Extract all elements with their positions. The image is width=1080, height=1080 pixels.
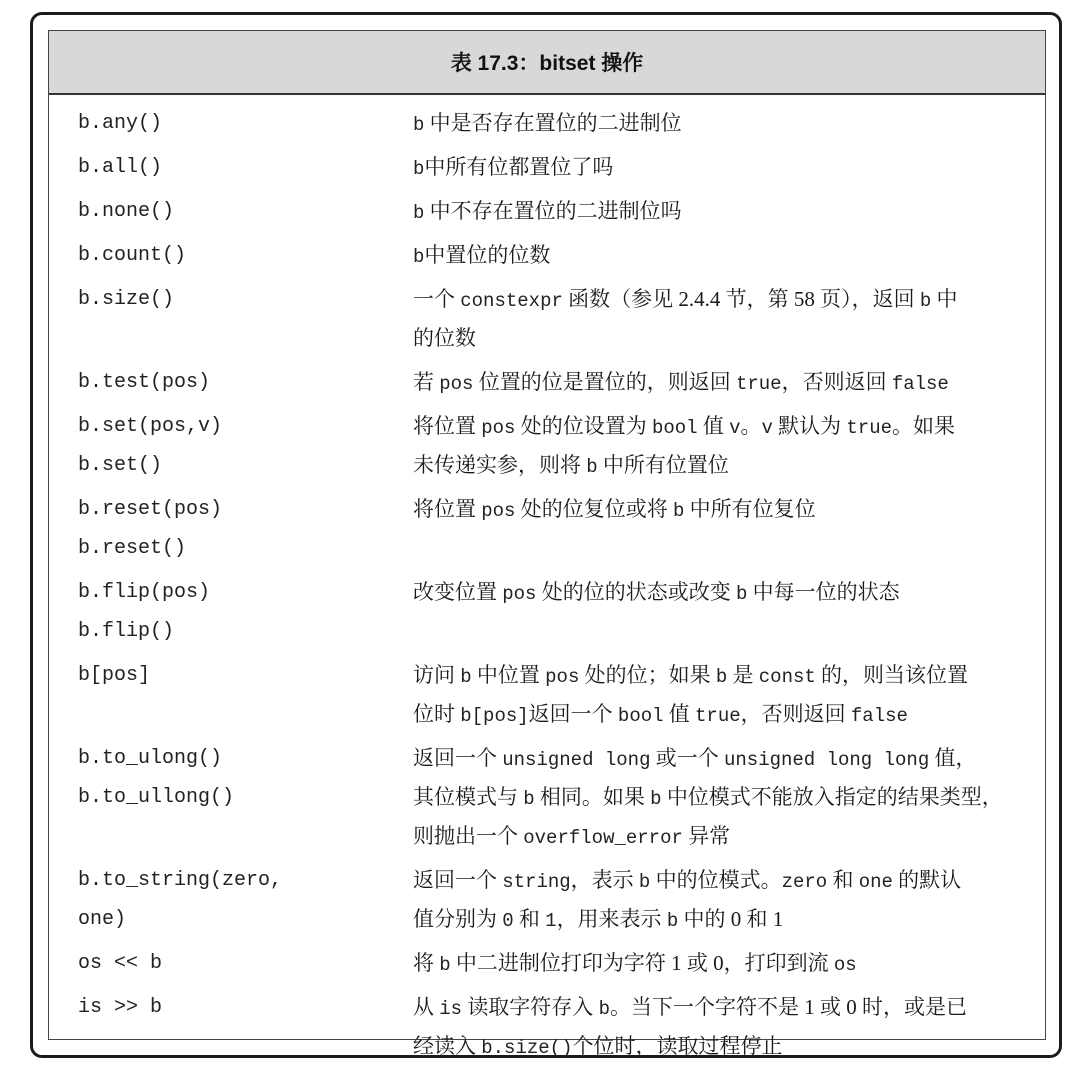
description-text: 中是否存在置位的二进制位 <box>424 111 682 135</box>
code-text: os <box>833 954 857 976</box>
description-text: 的默认 <box>892 868 962 892</box>
description-text: 中位置 <box>471 663 546 687</box>
description-cell <box>413 280 1045 358</box>
code-text: false <box>850 705 908 727</box>
description-text: 则抛出一个 <box>413 824 524 848</box>
description-line <box>413 988 1037 1027</box>
description-text: 默认为 <box>772 414 847 438</box>
operation-code: b.test(pos) <box>78 371 211 394</box>
description-cell <box>413 861 1045 939</box>
operation-cell <box>49 944 413 983</box>
code-text: b <box>460 666 472 688</box>
operation-cell <box>49 363 413 402</box>
description-text: 中的 0 和 1 <box>678 907 784 931</box>
description-text: 的，则当该位置 <box>815 663 969 687</box>
operation-cell <box>49 236 413 275</box>
description-line <box>413 148 1037 187</box>
operation-cell <box>49 280 413 358</box>
operation-code: b.flip() <box>78 620 175 643</box>
description-text: 中的位模式。 <box>650 868 782 892</box>
code-text: zero <box>781 871 828 893</box>
description-cell <box>413 192 1045 231</box>
code-text: b <box>439 954 451 976</box>
description-text: 处的位设置为 <box>515 414 652 438</box>
description-cell <box>413 988 1045 1066</box>
operation-cell <box>49 861 413 939</box>
description-text: ，用来表示 <box>556 907 667 931</box>
description-text: 值， <box>929 746 977 770</box>
operation-cell <box>49 490 413 568</box>
description-line <box>413 900 1037 939</box>
operation-code: is >> b <box>78 996 163 1019</box>
description-text: 处的位复位或将 <box>515 497 673 521</box>
table-row <box>49 277 1045 360</box>
description-text: 处的位；如果 <box>579 663 716 687</box>
operation-code: b.to_ullong() <box>78 786 235 809</box>
description-text: 将位置 <box>413 497 482 521</box>
description-line <box>413 656 1037 695</box>
code-text: b <box>666 910 679 932</box>
description-line <box>413 319 1037 358</box>
description-text: 是 <box>727 663 759 687</box>
table-row <box>49 941 1045 985</box>
description-line <box>413 778 1037 817</box>
description-text: 未传递实参，则将 <box>413 453 587 477</box>
operation-code: b.count() <box>78 244 187 267</box>
description-text: ，表示 <box>570 868 639 892</box>
description-text: 中所有位都置位了吗 <box>424 155 614 179</box>
description-line <box>413 1027 1037 1066</box>
description-text: 和 <box>827 868 859 892</box>
description-text: 处的位的状态或改变 <box>536 580 736 604</box>
description-text: 中二进制位打印为字符 1 或 0，打印到流 <box>450 951 834 975</box>
description-line <box>413 861 1037 900</box>
code-text: b <box>638 871 651 893</box>
operation-cell <box>49 573 413 651</box>
description-cell <box>413 407 1045 485</box>
description-text: 读取字符存入 <box>462 995 599 1019</box>
table-row <box>49 985 1045 1068</box>
operation-cell <box>49 148 413 187</box>
description-text: 位置的位是置位的，则返回 <box>473 370 736 394</box>
code-text: b <box>413 202 425 224</box>
code-text: one <box>858 871 893 893</box>
table-row <box>49 233 1045 277</box>
description-text: 访问 <box>413 663 461 687</box>
operation-code: b.reset() <box>78 537 187 560</box>
code-text: b <box>413 158 425 180</box>
code-text: b <box>413 246 425 268</box>
description-text: 经读入 <box>413 1034 482 1058</box>
code-text: pos <box>481 500 516 522</box>
description-line <box>413 490 1037 529</box>
description-text: 值 <box>663 702 696 726</box>
description-text: 中不存在置位的二进制位吗 <box>424 199 682 223</box>
description-text: 将 <box>413 951 440 975</box>
description-line <box>413 407 1037 446</box>
code-text: b <box>598 998 610 1020</box>
code-text: pos <box>481 417 516 439</box>
code-text: bool <box>617 705 664 727</box>
description-line <box>413 573 1037 612</box>
description-text: 中所有位置位 <box>597 453 729 477</box>
code-text: b <box>650 788 662 810</box>
description-line <box>413 695 1037 734</box>
code-text: b <box>735 583 748 605</box>
description-text: 函数（参见 2.4.4 节，第 58 页），返回 <box>562 287 920 311</box>
code-text: b <box>523 788 535 810</box>
code-text: pos <box>439 373 474 395</box>
description-line <box>413 280 1037 319</box>
operation-cell <box>49 407 413 485</box>
operation-code: b.set() <box>78 454 163 477</box>
description-text: ，否则返回 <box>740 702 851 726</box>
description-text: 返回一个 <box>413 746 503 770</box>
operation-code: b.any() <box>78 112 163 135</box>
description-cell <box>413 148 1045 187</box>
code-text: false <box>891 373 949 395</box>
code-text: true <box>735 373 782 395</box>
description-cell <box>413 104 1045 143</box>
code-text: b <box>672 500 685 522</box>
code-text: const <box>758 666 816 688</box>
operation-code: b[pos] <box>78 664 151 687</box>
description-cell <box>413 739 1045 856</box>
description-cell <box>413 656 1045 734</box>
table-body <box>49 95 1045 1068</box>
table-row <box>49 570 1045 653</box>
description-text: 中 <box>931 287 958 311</box>
description-cell <box>413 236 1045 275</box>
table-row <box>49 487 1045 570</box>
code-text: b <box>715 666 728 688</box>
table-row <box>49 189 1045 233</box>
description-text: 从 <box>413 995 440 1019</box>
description-text: 若 <box>413 370 440 394</box>
table-title: 表 17.3：bitset 操作 <box>49 31 1045 95</box>
operation-cell <box>49 988 413 1066</box>
description-text: 值分别为 <box>413 907 503 931</box>
code-text: bool <box>651 417 698 439</box>
code-text: b[pos] <box>460 705 529 727</box>
code-text: b <box>413 114 425 136</box>
description-text: 一个 <box>413 287 461 311</box>
description-text: 的位数 <box>413 326 476 350</box>
operation-code: b.set(pos,v) <box>78 415 223 438</box>
description-text: 。 <box>740 414 762 438</box>
operation-code: b.to_ulong() <box>78 747 223 770</box>
code-text: unsigned long <box>502 749 651 771</box>
code-text: true <box>846 417 892 439</box>
code-text: b <box>919 290 932 312</box>
description-cell <box>413 363 1045 402</box>
code-text: v <box>761 417 773 439</box>
code-text: unsigned long long <box>723 749 930 771</box>
code-text: constexpr <box>460 290 563 312</box>
description-text: 改变位置 <box>413 580 503 604</box>
description-line <box>413 817 1037 856</box>
description-text: 将位置 <box>413 414 482 438</box>
description-text: 位时 <box>413 702 461 726</box>
description-line <box>413 236 1037 275</box>
operation-code: b.to_string(zero, <box>78 869 283 892</box>
table-row <box>49 653 1045 736</box>
code-text: 1 <box>545 910 557 932</box>
description-cell <box>413 573 1045 651</box>
description-text: 中所有位复位 <box>684 497 816 521</box>
operation-cell <box>49 192 413 231</box>
bitset-operations-table <box>48 30 1046 1059</box>
table-row <box>49 101 1045 145</box>
description-text: 个位时，读取过程停止 <box>572 1034 783 1058</box>
description-text: 。当下一个字符不是 1 或 0 时，或是已 <box>609 995 967 1019</box>
table-row <box>49 858 1045 941</box>
code-text: string <box>502 871 571 893</box>
code-text: 0 <box>502 910 514 932</box>
description-text: 异常 <box>682 824 731 848</box>
description-text: 中位模式不能放入指定的结果类型， <box>661 785 1003 809</box>
operation-cell <box>49 656 413 734</box>
description-line <box>413 104 1037 143</box>
code-text: v <box>729 417 741 439</box>
description-text: 值 <box>697 414 730 438</box>
code-text: pos <box>545 666 580 688</box>
operation-cell <box>49 739 413 856</box>
table-row <box>49 736 1045 858</box>
description-text: 。如果 <box>892 414 955 438</box>
description-line <box>413 739 1037 778</box>
description-text: 中置位的位数 <box>424 243 551 267</box>
description-text: ，否则返回 <box>781 370 892 394</box>
operation-cell <box>49 104 413 143</box>
description-line <box>413 944 1037 983</box>
description-text: 相同。如果 <box>534 785 651 809</box>
description-text: 和 <box>513 907 546 931</box>
operation-code: os << b <box>78 952 163 975</box>
code-text: b <box>586 456 598 478</box>
description-line <box>413 363 1037 402</box>
code-text: pos <box>502 583 537 605</box>
description-text: 返回一个 <box>413 868 503 892</box>
description-text: 或一个 <box>650 746 724 770</box>
table-row <box>49 404 1045 487</box>
operation-code: b.none() <box>78 200 175 223</box>
operation-code: b.reset(pos) <box>78 498 223 521</box>
description-cell <box>413 944 1045 983</box>
description-text: 返回一个 <box>528 702 618 726</box>
description-line <box>413 192 1037 231</box>
code-text: overflow_error <box>523 827 683 849</box>
code-text: true <box>695 705 741 727</box>
code-text: is <box>439 998 463 1020</box>
description-line <box>413 446 1037 485</box>
description-text: 其位模式与 <box>413 785 524 809</box>
table-row <box>49 145 1045 189</box>
code-text: b.size() <box>481 1037 573 1059</box>
operation-code: b.size() <box>78 288 175 311</box>
description-text: 中每一位的状态 <box>747 580 900 604</box>
table-row <box>49 360 1045 404</box>
operation-code: one) <box>78 908 127 931</box>
operation-code: b.all() <box>78 156 163 179</box>
operation-code: b.flip(pos) <box>78 581 211 604</box>
description-cell <box>413 490 1045 568</box>
